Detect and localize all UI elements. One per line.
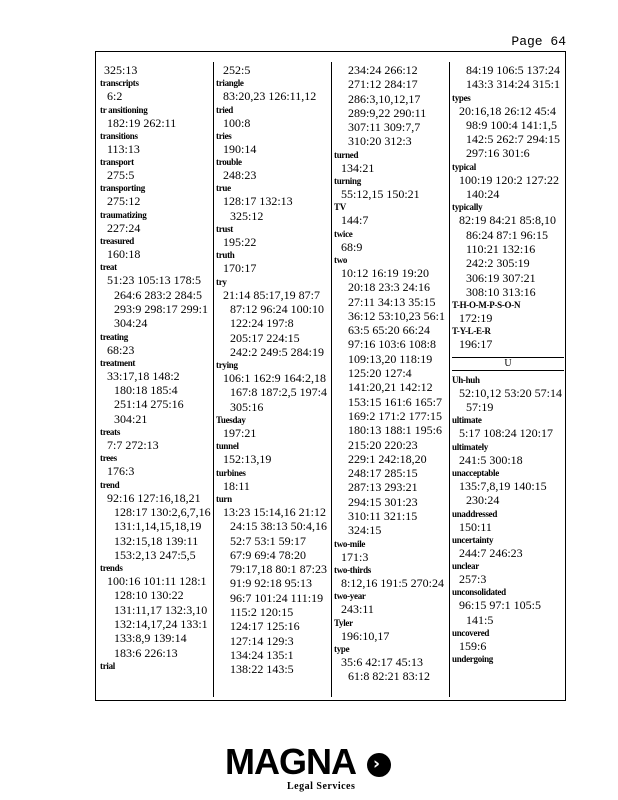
- magna-legal-services-logo: [225, 742, 395, 794]
- index-term: undergoing: [452, 654, 494, 665]
- page-line-citation: 92:16 127:16,18,21: [107, 490, 201, 505]
- page-line-citation-continued: 180:13 188:1 195:6: [348, 423, 443, 438]
- page-line-citation: 159:6: [459, 639, 487, 654]
- page-line-citation-continued: 293:9 298:17 299:1: [114, 301, 209, 316]
- page-line-citation-continued: 127:14 129:3: [230, 633, 294, 648]
- index-term: unaddressed: [452, 508, 498, 519]
- page-line-citation: 195:22: [223, 235, 257, 250]
- index-term: treatment: [100, 357, 136, 368]
- index-term: transitions: [100, 130, 138, 141]
- page-line-citation-continued: 142:5 262:7 294:15: [466, 132, 561, 147]
- page-line-citation: 227:24: [107, 220, 141, 235]
- index-term: turned: [334, 149, 359, 160]
- page-line-citation-continued: 57:19: [466, 400, 494, 415]
- page-line-citation: 10:12 16:19 19:20: [341, 265, 430, 280]
- index-term: two: [334, 254, 348, 265]
- page-line-citation: 51:23 105:13 178:5: [107, 273, 202, 288]
- page-line-citation: 171:3: [341, 549, 369, 564]
- index-term: tries: [216, 130, 232, 141]
- page-line-citation: 244:7 246:23: [459, 545, 523, 560]
- page-line-citation: 182:19 262:11: [107, 115, 177, 130]
- page-line-citation: 144:7: [341, 213, 369, 228]
- page-line-citation: 128:17 132:13: [223, 194, 293, 209]
- page-line-citation: 7:7 272:13: [107, 438, 159, 453]
- index-column-1: [100, 63, 212, 672]
- index-term: uncovered: [452, 628, 490, 639]
- page-line-citation: 100:16 101:11 128:1: [107, 574, 207, 589]
- index-term: trend: [100, 479, 120, 490]
- page-line-citation: 176:3: [107, 464, 135, 479]
- logo-wordmark: MAGNA: [225, 741, 356, 782]
- section-divider: [452, 370, 564, 371]
- index-term: T-H-O-M-P-S-O-N: [452, 300, 521, 311]
- section-letter: U: [504, 357, 512, 369]
- word-index-box: [95, 51, 566, 701]
- page-line-citation: 172:19: [459, 311, 493, 326]
- index-term: tried: [216, 104, 233, 115]
- page-line-citation-continued: 128:17 130:2,6,7,16: [114, 504, 211, 519]
- page-line-citation-continued: 242:2 305:19: [466, 256, 530, 271]
- page-line-citation-continued: 153:2,13 247:5,5: [114, 547, 196, 562]
- index-term: uncertainty: [452, 534, 494, 545]
- page-line-citation: 83:20,23 126:11,12: [223, 89, 317, 104]
- index-term: typical: [452, 161, 476, 172]
- index-term: trouble: [216, 157, 242, 168]
- index-column-3: [334, 63, 448, 683]
- page-line-citation: 21:14 85:17,19 87:7: [223, 287, 321, 302]
- page-line-citation-continued: 125:20 127:4: [348, 366, 412, 381]
- index-term: treasured: [100, 236, 134, 247]
- page-line-citation-continued: 27:11 34:13 35:15: [348, 294, 436, 309]
- index-term: two-year: [334, 591, 366, 602]
- index-term: Uh-huh: [452, 374, 480, 385]
- index-term: turbines: [216, 467, 246, 478]
- page-line-citation-continued: 297:16 301:6: [466, 146, 530, 161]
- index-term: type: [334, 643, 350, 654]
- page-line-citation: 196:17: [459, 337, 493, 352]
- page-line-citation-continued: 138:22 143:5: [230, 662, 294, 677]
- page-line-citation-continued: 205:17 224:15: [230, 330, 300, 345]
- index-term: true: [216, 183, 231, 194]
- index-term: transcripts: [100, 78, 139, 89]
- index-term: transport: [100, 157, 134, 168]
- page-line-citation-continued: 169:2 171:2 177:15: [348, 408, 443, 423]
- page-line-citation: 55:12,15 150:21: [341, 187, 420, 202]
- page-line-citation-continued: 294:15 301:23: [348, 494, 418, 509]
- index-term: two-thirds: [334, 564, 371, 575]
- page-line-citation-continued: 20:18 23:3 24:16: [348, 280, 431, 295]
- page-line-citation: 160:18: [107, 247, 141, 262]
- page-line-citation-continued: 63:5 65:20 66:24: [348, 323, 431, 338]
- page-line-citation-continued: 132:14,17,24 133:1: [114, 617, 208, 632]
- page-line-citation-continued: 134:24 135:1: [230, 647, 294, 662]
- page-line-citation: 170:17: [223, 261, 257, 276]
- index-column-4: [452, 63, 564, 665]
- page-line-citation-continued: 133:8,9 139:14: [114, 631, 187, 646]
- page-line-citation: 106:1 162:9 164:2,18: [223, 371, 327, 386]
- page-line-citation: 190:14: [223, 141, 257, 156]
- page-line-citation-continued: 124:17 125:16: [230, 619, 300, 634]
- page-line-citation-continued: 325:12: [230, 208, 264, 223]
- index-term: unacceptable: [452, 467, 499, 478]
- index-term: truth: [216, 250, 235, 261]
- page-line-citation-continued: 131:11,17 132:3,10: [114, 602, 208, 617]
- page-line-citation-continued: 86:24 87:1 96:15: [466, 227, 549, 242]
- page-number: Page 64: [511, 34, 566, 49]
- page-line-citation: 52:10,12 53:20 57:14: [459, 385, 563, 400]
- page-line-citation-continued: 305:16: [230, 399, 264, 414]
- page-line-citation-continued: 141:20,21 142:12: [348, 380, 433, 395]
- page-line-citation-continued: 271:12 284:17: [348, 77, 418, 92]
- page-line-citation-continued: 308:10 313:16: [466, 284, 536, 299]
- page-line-citation: 197:21: [223, 426, 257, 441]
- index-term: turn: [216, 493, 232, 504]
- page-line-citation-continued: 91:9 92:18 95:13: [230, 576, 313, 591]
- index-term: twice: [334, 228, 353, 239]
- page-line-citation-continued: 79:17,18 80:1 87:23: [230, 562, 328, 577]
- page-line-citation: 96:15 97:1 105:5: [459, 598, 542, 613]
- page-line-citation: 134:21: [341, 160, 375, 175]
- index-term: try: [216, 276, 227, 287]
- page-line-citation-continued: 310:11 321:15: [348, 509, 418, 524]
- page-line-citation-continued: 264:6 283:2 284:5: [114, 287, 203, 302]
- page-line-citation-continued: 304:21: [114, 411, 148, 426]
- page-line-citation: 257:3: [459, 572, 487, 587]
- page-line-citation-continued: 304:24: [114, 316, 148, 331]
- index-term: two-mile: [334, 538, 366, 549]
- page-line-citation-continued: 97:16 103:6 108:8: [348, 337, 437, 352]
- page-line-citation-continued: 286:3,10,12,17: [348, 91, 421, 106]
- index-term: trust: [216, 224, 233, 235]
- page-line-citation: 68:9: [341, 239, 363, 254]
- page-line-citation-continued: 87:12 96:24 100:10: [230, 301, 325, 316]
- page-line-citation: 20:16,18 26:12 45:4: [459, 103, 557, 118]
- page-line-citation-continued: 143:3 314:24 315:1: [466, 77, 561, 92]
- page-line-citation: 8:12,16 191:5 270:24: [341, 575, 445, 590]
- page-line-citation: 113:13: [107, 141, 140, 156]
- index-term: trying: [216, 360, 238, 371]
- page-line-citation: 275:12: [107, 194, 141, 209]
- page-line-citation: 5:17 108:24 120:17: [459, 426, 554, 441]
- logo-subtitle: Legal Services: [287, 781, 356, 792]
- page-line-citation-continued: 307:11 309:7,7: [348, 120, 421, 135]
- page-line-citation-continued: 229:1 242:18,20: [348, 451, 427, 466]
- page-line-citation: 248:23: [223, 168, 257, 183]
- column-divider: [213, 62, 214, 697]
- index-term: Tuesday: [216, 415, 246, 426]
- index-term: turning: [334, 176, 361, 187]
- page-line-citation: 243:11: [341, 602, 374, 617]
- index-term: triangle: [216, 78, 244, 89]
- page-line-citation: 152:13,19: [223, 452, 272, 467]
- page-line-citation: 325:13: [104, 63, 138, 77]
- logo-arrow-glyph: ›: [373, 754, 381, 774]
- page-line-citation: 82:19 84:21 85:8,10: [459, 213, 557, 228]
- page-line-citation-continued: 61:8 82:21 83:12: [348, 669, 431, 684]
- page-line-citation-continued: 140:24: [466, 187, 500, 202]
- index-term: transporting: [100, 183, 145, 194]
- page-line-citation-continued: 109:13,20 118:19: [348, 351, 433, 366]
- page-line-citation-continued: 141:5: [466, 612, 494, 627]
- page-line-citation-continued: 132:15,18 139:11: [114, 533, 199, 548]
- index-term: treating: [100, 331, 128, 342]
- page-line-citation: 68:23: [107, 342, 135, 357]
- page-line-citation-continued: 96:7 101:24 111:19: [230, 590, 324, 605]
- page-line-citation: 35:6 42:17 45:13: [341, 654, 424, 669]
- page-line-citation-continued: 84:19 106:5 137:24: [466, 63, 561, 77]
- page-line-citation: 196:10,17: [341, 628, 390, 643]
- column-divider: [331, 62, 332, 697]
- page-line-citation-continued: 24:15 38:13 50:4,16: [230, 519, 328, 534]
- page-line-citation: 252:5: [223, 63, 251, 77]
- index-term: trees: [100, 453, 117, 464]
- index-term: trial: [100, 660, 115, 671]
- page-line-citation-continued: 324:15: [348, 523, 382, 538]
- page-line-citation: 150:11: [459, 519, 492, 534]
- page-line-citation-continued: 180:18 185:4: [114, 383, 178, 398]
- index-term: typically: [452, 202, 483, 213]
- page-line-citation: 33:17,18 148:2: [107, 368, 180, 383]
- page-line-citation-continued: 251:14 275:16: [114, 397, 184, 412]
- page-line-citation-continued: 167:8 187:2,5 197:4: [230, 385, 328, 400]
- page-line-citation: 241:5 300:18: [459, 452, 523, 467]
- page-line-citation: 13:23 15:14,16 21:12: [223, 504, 327, 519]
- page-line-citation-continued: 230:24: [466, 493, 500, 508]
- index-term: tr ansitioning: [100, 104, 148, 115]
- index-term: ultimate: [452, 415, 482, 426]
- arrow-circle-icon: [367, 753, 391, 777]
- index-term: traumatizing: [100, 209, 147, 220]
- page-line-citation: 100:19 120:2 127:22: [459, 172, 560, 187]
- index-term: treats: [100, 427, 121, 438]
- page-line-citation-continued: 122:24 197:8: [230, 316, 294, 331]
- page-line-citation-continued: 183:6 226:13: [114, 645, 178, 660]
- page-line-citation-continued: 306:19 307:21: [466, 270, 536, 285]
- page-line-citation-continued: 115:2 120:15: [230, 605, 294, 620]
- page-line-citation-continued: 289:9,22 290:11: [348, 105, 427, 120]
- page-line-citation: 275:5: [107, 168, 135, 183]
- page-line-citation-continued: 234:24 266:12: [348, 63, 418, 77]
- page-line-citation-continued: 242:2 249:5 284:19: [230, 344, 325, 359]
- page-line-citation-continued: 128:10 130:22: [114, 588, 184, 603]
- index-term: types: [452, 92, 471, 103]
- page-line-citation-continued: 131:1,14,15,18,19: [114, 519, 202, 534]
- page-line-citation-continued: 52:7 53:1 59:17: [230, 533, 307, 548]
- index-term: treat: [100, 262, 117, 273]
- page-line-citation-continued: 248:17 285:15: [348, 466, 418, 481]
- index-term: unconsolidated: [452, 587, 506, 598]
- page-line-citation-continued: 110:21 132:16: [466, 241, 536, 256]
- page-line-citation-continued: 36:12 53:10,23 56:1: [348, 308, 446, 323]
- page-line-citation: 6:2: [107, 89, 123, 104]
- page-line-citation-continued: 153:15 161:6 165:7: [348, 394, 443, 409]
- index-term: unclear: [452, 561, 479, 572]
- index-term: Tyler: [334, 617, 353, 628]
- page-line-citation-continued: 98:9 100:4 141:1,5: [466, 117, 558, 132]
- index-term: tunnel: [216, 441, 239, 452]
- column-divider: [449, 62, 450, 697]
- index-term: T-Y-L-E-R: [452, 326, 491, 337]
- index-column-2: [216, 63, 330, 677]
- page-line-citation-continued: 310:20 312:3: [348, 134, 412, 149]
- page-line-citation-continued: 215:20 220:23: [348, 437, 418, 452]
- page-line-citation: 100:8: [223, 115, 251, 130]
- page-line-citation-continued: 67:9 69:4 78:20: [230, 547, 307, 562]
- page-line-citation: 135:7,8,19 140:15: [459, 478, 547, 493]
- page-line-citation: 18:11: [223, 478, 250, 493]
- index-term: ultimately: [452, 441, 488, 452]
- page-line-citation-continued: 287:13 293:21: [348, 480, 418, 495]
- index-term: TV: [334, 202, 346, 213]
- index-term: trends: [100, 563, 123, 574]
